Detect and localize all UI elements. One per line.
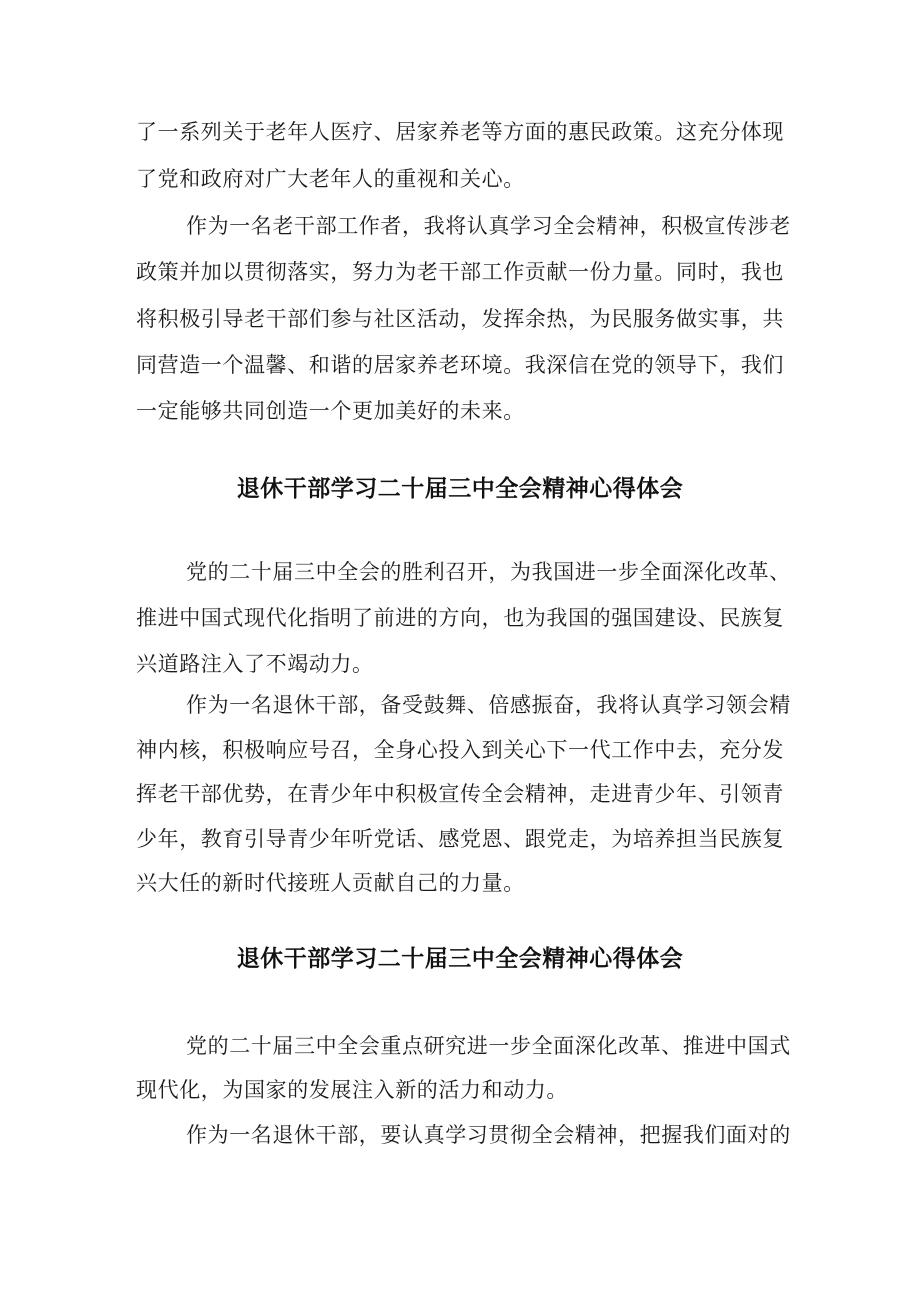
paragraph-line: 一定能够共同创造一个更加美好的未来。 (136, 399, 525, 423)
paragraph-line: 了党和政府对广大老年人的重视和关心。 (136, 167, 525, 191)
paragraph-line: 了一系列关于老年人医疗、居家养老等方面的惠民政策。这充分体现 (136, 120, 784, 144)
paragraph-line: 少年，教育引导青少年听党话、感党恩、跟党走，为培养担当民族复 (136, 827, 784, 851)
paragraph-line: 将积极引导老干部们参与社区活动，发挥余热，为民服务做实事，共 (136, 307, 784, 331)
paragraph-line: 神内核，积极响应号召，全身心投入到关心下一代工作中去，充分发 (136, 738, 784, 762)
paragraph-line: 现代化，为国家的发展注入新的活力和动力。 (136, 1078, 568, 1102)
paragraph-line: 挥老干部优势，在青少年中积极宣传全会精神，走进青少年、引领青 (136, 782, 784, 806)
paragraph-line: 政策并加以贯彻落实，努力为老干部工作贡献一份力量。同时，我也 (136, 260, 784, 284)
paragraph-line: 党的二十届三中全会的胜利召开，为我国进一步全面深化改革、 (186, 560, 791, 584)
section-title: 退休干部学习二十届三中全会精神心得体会 (236, 946, 684, 972)
paragraph-line: 推进中国式现代化指明了前进的方向，也为我国的强国建设、民族复 (136, 606, 784, 630)
paragraph-line: 作为一名退休干部，备受鼓舞、倍感振奋，我将认真学习领会精 (186, 693, 791, 717)
paragraph-line: 党的二十届三中全会重点研究进一步全面深化改革、推进中国式 (186, 1034, 791, 1058)
section-title: 退休干部学习二十届三中全会精神心得体会 (236, 476, 684, 502)
paragraph-line: 作为一名退休干部，要认真学习贯彻全会精神，把握我们面对的 (186, 1123, 791, 1147)
paragraph-line: 兴大任的新时代接班人贡献自己的力量。 (136, 871, 525, 895)
paragraph-line: 同营造一个温馨、和谐的居家养老环境。我深信在党的领导下，我们 (136, 353, 784, 377)
paragraph-line: 作为一名老干部工作者，我将认真学习全会精神，积极宣传涉老 (186, 214, 791, 238)
paragraph-line: 兴道路注入了不竭动力。 (136, 652, 374, 676)
